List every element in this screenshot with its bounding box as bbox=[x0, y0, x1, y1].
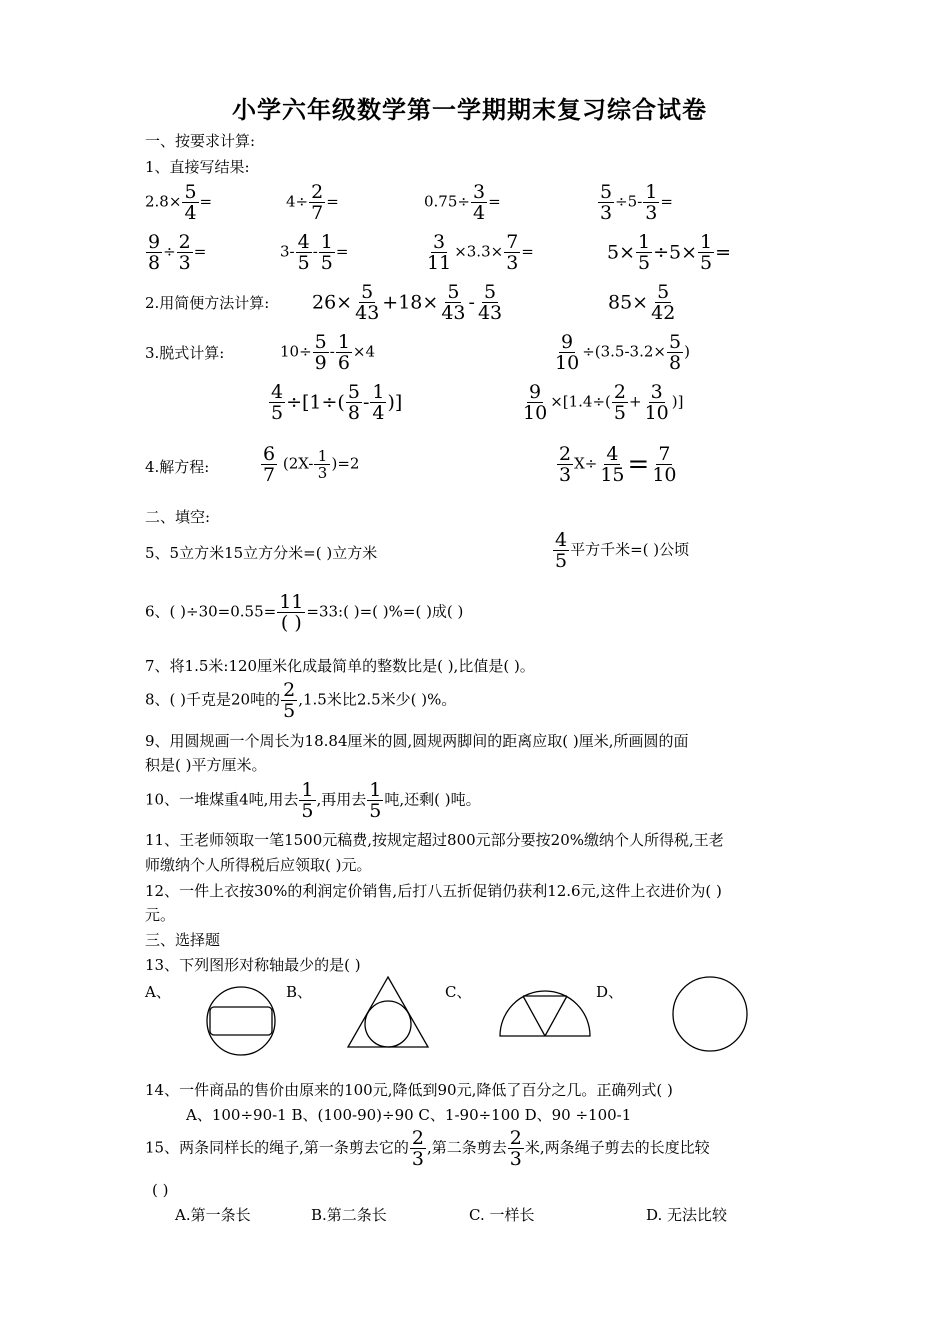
q13-option-c-label: C、 bbox=[445, 983, 472, 1001]
section-3-heading: 三、选择题 bbox=[145, 931, 221, 949]
q3-label: 3.脱式计算: bbox=[145, 344, 225, 362]
q4-equation-a: $\frac{6}{7}$ (2X- $\frac{1}{3}$ )=2 bbox=[263, 443, 360, 486]
q4-equation-b: $\frac{2}{3}$ X÷ $\frac{4}{15}$ = $\frac{7}{10}$ bbox=[559, 443, 677, 486]
q1-label: 1、直接写结果: bbox=[145, 158, 250, 176]
q8: 8、( )千克是20吨的 $\frac{2}{5}$ ,1.5米比2.5米少( )%。 bbox=[145, 679, 457, 722]
q1-expr-7: $\frac{3}{11}$ ×3.3× $\frac{7}{3}$ = bbox=[427, 231, 534, 274]
q3-expr-a: 10÷ $\frac{5}{9}$ - $\frac{1}{6}$ ×4 bbox=[280, 331, 376, 374]
q5-part-a: 5、5立方米15立方分米=( )立方米 bbox=[145, 544, 378, 562]
q3-expr-d: $\frac{9}{10}$ ×[1.4÷( $\frac{2}{5}$ + $\frac{3}{10}$ )] bbox=[523, 381, 684, 424]
q15-option-a: A.第一条长 bbox=[175, 1206, 251, 1224]
q13-option-a-label: A、 bbox=[145, 983, 171, 1001]
q5-part-b: $\frac{4}{5}$ 平方千米=( )公顷 bbox=[555, 529, 690, 572]
q15: 15、两条同样长的绳子,第一条剪去它的 $\frac{2}{3}$ ,第二条剪去 $\frac{2}{3}$ 米,两条绳子剪去的长度比较 bbox=[145, 1127, 710, 1170]
q4-label: 4.解方程: bbox=[145, 458, 210, 476]
q3-expr-c: $\frac{4}{5}$ ÷[1÷( $\frac{5}{8}$ - $\frac{1}{4}$ )] bbox=[271, 381, 403, 424]
q11-line-2: 师缴纳个人所得税后应领取( )元。 bbox=[145, 856, 372, 874]
q15-option-d: D. 无法比较 bbox=[646, 1206, 728, 1224]
q3-expr-b: $\frac{9}{10}$ ÷(3.5-3.2× $\frac{5}{8}$ ) bbox=[555, 331, 690, 374]
q13-option-d-label: D、 bbox=[596, 983, 624, 1001]
q1-expr-1: 2.8× $\frac{5}{4}$ = bbox=[145, 181, 213, 224]
section-2-heading: 二、填空: bbox=[145, 508, 211, 526]
q14-options: A、100÷90-1 B、(100-90)÷90 C、1-90÷100 D、90 ÷100-1 bbox=[186, 1106, 632, 1124]
figure-c-semicircle-with-triangle bbox=[498, 990, 592, 1038]
q11-line-1: 11、王老师领取一笔1500元稿费,按规定超过800元部分要按20%缴纳个人所得税,王老 bbox=[145, 831, 724, 849]
q1-expr-4: $\frac{5}{3}$ ÷5- $\frac{1}{3}$ = bbox=[600, 181, 673, 224]
q13: 13、下列图形对称轴最少的是( ) bbox=[145, 956, 361, 974]
q12-line-2: 元。 bbox=[145, 906, 176, 924]
q15-option-b: B.第二条长 bbox=[311, 1206, 387, 1224]
q12-line-1: 12、一件上衣按30%的利润定价销售,后打八五折促销仍获利12.6元,这件上衣进价为( ) bbox=[145, 882, 722, 900]
q15-option-c: C. 一样长 bbox=[469, 1206, 535, 1224]
section-1-heading: 一、按要求计算: bbox=[145, 132, 256, 150]
q1-expr-6: 3- $\frac{4}{5}$ - $\frac{1}{5}$ = bbox=[280, 231, 349, 274]
figure-d-circle bbox=[671, 975, 749, 1053]
page-title: 小学六年级数学第一学期期末复习综合试卷 bbox=[232, 96, 707, 124]
q10: 10、一堆煤重4吨,用去 $\frac{1}{5}$ ,再用去 $\frac{1}{5}$ 吨,还剩( )吨。 bbox=[145, 779, 481, 822]
q15-answer-paren: ( ) bbox=[152, 1181, 169, 1199]
q1-expr-8: 5× $\frac{1}{5}$ ÷5× $\frac{1}{5}$ = bbox=[607, 231, 732, 274]
q2-expr-b: 85× $\frac{5}{42}$ bbox=[608, 281, 676, 324]
q9-line-1: 9、用圆规画一个周长为18.84厘米的圆,圆规两脚间的距离应取( )厘米,所画圆的面 bbox=[145, 732, 689, 750]
q13-option-b-label: B、 bbox=[286, 983, 313, 1001]
q1-expr-2: 4÷ $\frac{2}{7}$ = bbox=[286, 181, 339, 224]
q6: 6、( )÷30=0.55= 11 ( ) =33:( )=( )%=( )成( ) bbox=[145, 591, 464, 634]
q2-expr-a: 26× $\frac{5}{43}$ +18× $\frac{5}{43}$ - $\frac{5}{43}$ bbox=[312, 281, 503, 324]
q1-expr-5: $\frac{9}{8}$ ÷ $\frac{2}{3}$ = bbox=[148, 231, 207, 274]
q7: 7、将1.5米:120厘米化成最简单的整数比是( ),比值是( )。 bbox=[145, 657, 535, 675]
figure-b-triangle-with-circle bbox=[346, 975, 430, 1049]
q2-label: 2.用简便方法计算: bbox=[145, 294, 270, 312]
q9-line-2: 积是( )平方厘米。 bbox=[145, 756, 267, 774]
q1-expr-3: 0.75÷ $\frac{3}{4}$ = bbox=[424, 181, 501, 224]
q14: 14、一件商品的售价由原来的100元,降低到90元,降低了百分之几。正确列式( ) bbox=[145, 1081, 673, 1099]
figure-a-circle-with-rectangle bbox=[205, 985, 277, 1057]
